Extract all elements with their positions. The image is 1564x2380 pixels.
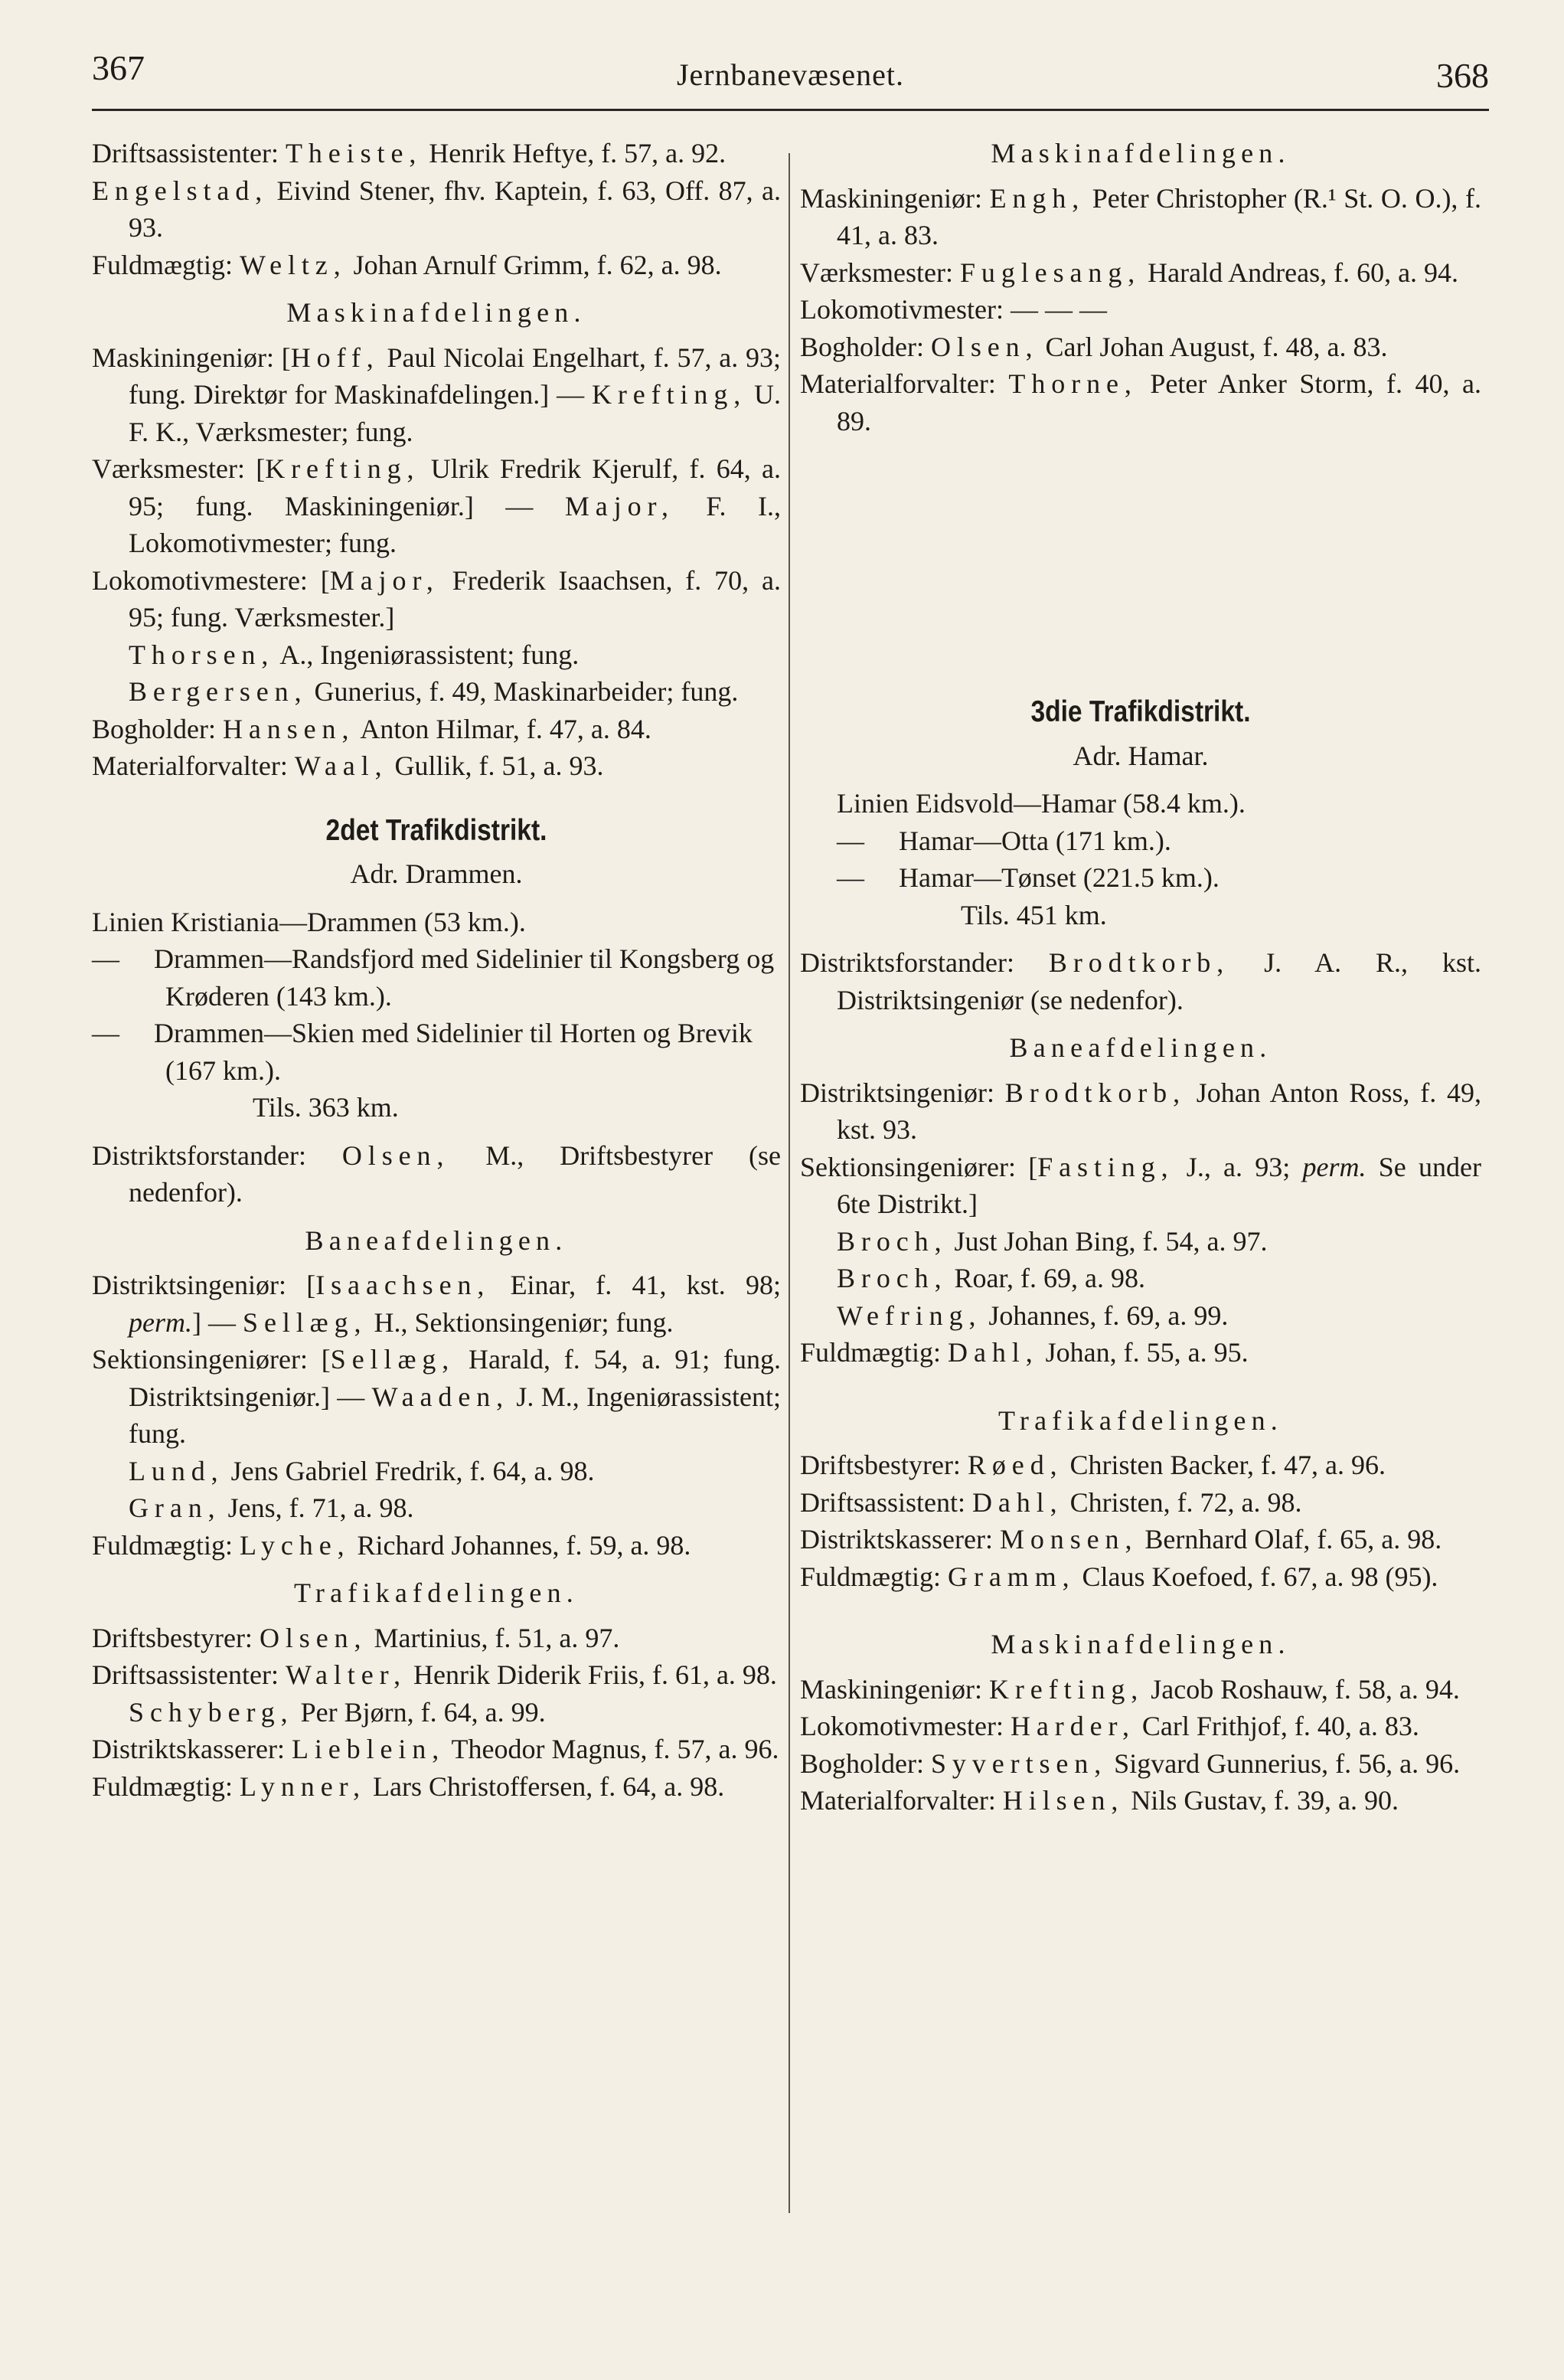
section-heading: Maskinafdelingen.	[286, 297, 586, 328]
section-heading: Trafikafdelingen.	[293, 1577, 579, 1608]
entry: Schyberg, Per Bjørn, f. 64, a. 99.	[129, 1696, 546, 1728]
running-title: Jernbanevæsenet.	[676, 57, 904, 92]
entry: Værksmester: Fuglesang, Harald Andreas, f. 60, a. 94.	[800, 257, 1459, 288]
entry: Fuldmægtig: Gramm, Claus Koefoed, f. 67, a. 98 (95).	[800, 1561, 1438, 1592]
entry: Distriktsforstander: Brodtkorb, J. A. R., kst. Distriktsingeniør (se nedenfor).	[800, 947, 1482, 1015]
entry: Distriktsingeniør: Brodtkorb, Johan Anton Ross, f. 49, kst. 93.	[800, 1077, 1481, 1145]
entry: Bogholder: Syvertsen, Sigvard Gunnerius, f. 56, a. 96.	[800, 1747, 1461, 1779]
entry: Maskiningeniør: [Hoff, Paul Nicolai Engelhart, f. 57, a. 93; fung. Direktør for Maskinafdelingen.] — Krefting, U. F. K., Værksmester; fung.	[92, 342, 782, 447]
entry: Lokomotivmester: Harder, Carl Frithjof, f. 40, a. 83.	[800, 1711, 1419, 1741]
district-address: Adr. Drammen.	[350, 858, 523, 889]
entry: Thorsen, A., Ingeniørassistent; fung.	[129, 639, 580, 670]
route-line: Linien Eidsvold—Hamar (58.4 km.).	[837, 788, 1246, 819]
section-heading: Maskinafdelingen.	[991, 138, 1291, 168]
entry: Fuldmægtig: Weltz, Johan Arnulf Grimm, f. 62, a. 98.	[92, 249, 722, 280]
entry: Driftsassistent: Dahl, Christen, f. 72, a. 98.	[800, 1486, 1302, 1518]
district-title: 3die Trafikdistrikt.	[1030, 695, 1251, 728]
entry: Wefring, Johannes, f. 69, a. 99.	[837, 1300, 1229, 1331]
entry: Bergersen, Gunerius, f. 49, Maskinarbeider; fung.	[129, 676, 739, 707]
entry: Lokomotivmestere: [Major, Frederik Isaachsen, f. 70, a. 95; fung. Værksmester.]	[92, 564, 781, 633]
section-heading: Baneafdelingen.	[305, 1224, 568, 1256]
section-heading: Maskinafdelingen.	[991, 1629, 1291, 1659]
route-line: — Drammen—Skien med Sidelinier til Horten og Brevik (167 km.).	[92, 1018, 753, 1086]
entry: Distriktskasserer: Monsen, Bernhard Olaf, f. 65, a. 98.	[800, 1524, 1442, 1555]
entry: Lokomotivmester: — — —	[800, 294, 1107, 325]
entry: Fuldmægtig: Dahl, Johan, f. 55, a. 95.	[800, 1337, 1249, 1368]
route-line: — Hamar—Otta (171 km.).	[837, 825, 1171, 856]
entry: Driftsassistenter: Walter, Henrik Diderik Friis, f. 61, a. 98.	[92, 1659, 777, 1690]
entry: Engelstad, Eivind Stener, fhv. Kaptein, f. 63, Off. 87, a. 93.	[92, 175, 781, 243]
section-heading: Trafikafdelingen.	[997, 1404, 1283, 1436]
district-title: 2det Trafikdistrikt.	[325, 813, 547, 847]
entry: Driftsassistenter: Theiste, Henrik Heftye, f. 57, a. 92.	[92, 138, 726, 168]
entry: Fuldmægtig: Lyche, Richard Johannes, f. 59, a. 98.	[92, 1529, 691, 1561]
page-number-left: 367	[92, 48, 145, 87]
entry: Broch, Just Johan Bing, f. 54, a. 97.	[837, 1225, 1268, 1257]
entry: Lund, Jens Gabriel Fredrik, f. 64, a. 98.	[129, 1455, 595, 1486]
spacer	[800, 440, 1481, 666]
entry: Værksmester: [Krefting, Ulrik Fredrik Kjerulf, f. 64, a. 95; fung. Maskiningeniør.] — Major, F. I., Lokomotivmester; fung.	[92, 453, 781, 558]
total-length: Tils. 363 km.	[253, 1092, 399, 1123]
entry: Bogholder: Olsen, Carl Johan August, f. 48, a. 83.	[800, 331, 1388, 362]
district-address: Adr. Hamar.	[1073, 740, 1209, 771]
entry: Distriktskasserer: Lieblein, Theodor Magnus, f. 57, a. 96.	[92, 1734, 779, 1764]
entry: Distriktsingeniør: [Isaachsen, Einar, f. 41, kst. 98; perm.] — Sellæg, H., Sektionsingeniør; fung.	[92, 1270, 781, 1338]
column-divider	[789, 153, 790, 2213]
entry: Sektionsingeniører: [Fasting, J., a. 93; perm. Se under 6te Distrikt.]	[800, 1151, 1481, 1219]
page-header	[92, 47, 1489, 109]
entry: Sektionsingeniører: [Sellæg, Harald, f. 54, a. 91; fung. Distriktsingeniør.] — Waaden, J. M., Ingeniørassistent; fung.	[92, 1344, 781, 1449]
section-heading: Baneafdelingen.	[1009, 1032, 1272, 1063]
entry: Distriktsforstander: Olsen, M., Driftsbestyrer (se nedenfor).	[92, 1139, 782, 1208]
entry: Driftsbestyrer: Røed, Christen Backer, f. 47, a. 96.	[800, 1450, 1386, 1480]
page-number-right: 368	[1436, 56, 1489, 95]
entry: Materialforvalter: Waal, Gullik, f. 51, a. 93.	[92, 750, 604, 781]
entry: Driftsbestyrer: Olsen, Martinius, f. 51, a. 97.	[92, 1622, 620, 1653]
route-line: — Hamar—Tønset (221.5 km.).	[837, 862, 1220, 893]
total-length: Tils. 451 km.	[961, 899, 1107, 930]
header-rule	[92, 109, 1489, 111]
entry: Fuldmægtig: Lynner, Lars Christoffersen, f. 64, a. 98.	[92, 1770, 725, 1802]
entry: Broch, Roar, f. 69, a. 98.	[837, 1263, 1146, 1293]
right-column	[800, 135, 1481, 1819]
entry: Materialforvalter: Hilsen, Nils Gustav, f. 39, a. 90.	[800, 1785, 1399, 1816]
entry: Materialforvalter: Thorne, Peter Anker Storm, f. 40, a. 89.	[800, 368, 1481, 436]
entry: Gran, Jens, f. 71, a. 98.	[129, 1492, 414, 1523]
route-line: Linien Kristiania—Drammen (53 km.).	[92, 906, 526, 937]
entry: Maskiningeniør: Krefting, Jacob Roshauw, f. 58, a. 94.	[800, 1673, 1460, 1705]
entry: Bogholder: Hansen, Anton Hilmar, f. 47, a. 84.	[92, 713, 651, 744]
route-line: — Drammen—Randsfjord med Sidelinier til Kongsberg og Krøderen (143 km.).	[92, 943, 775, 1012]
entry: Maskiningeniør: Engh, Peter Christopher (R.¹ St. O. O.), f. 41, a. 83.	[800, 182, 1481, 250]
left-column	[92, 135, 781, 1805]
